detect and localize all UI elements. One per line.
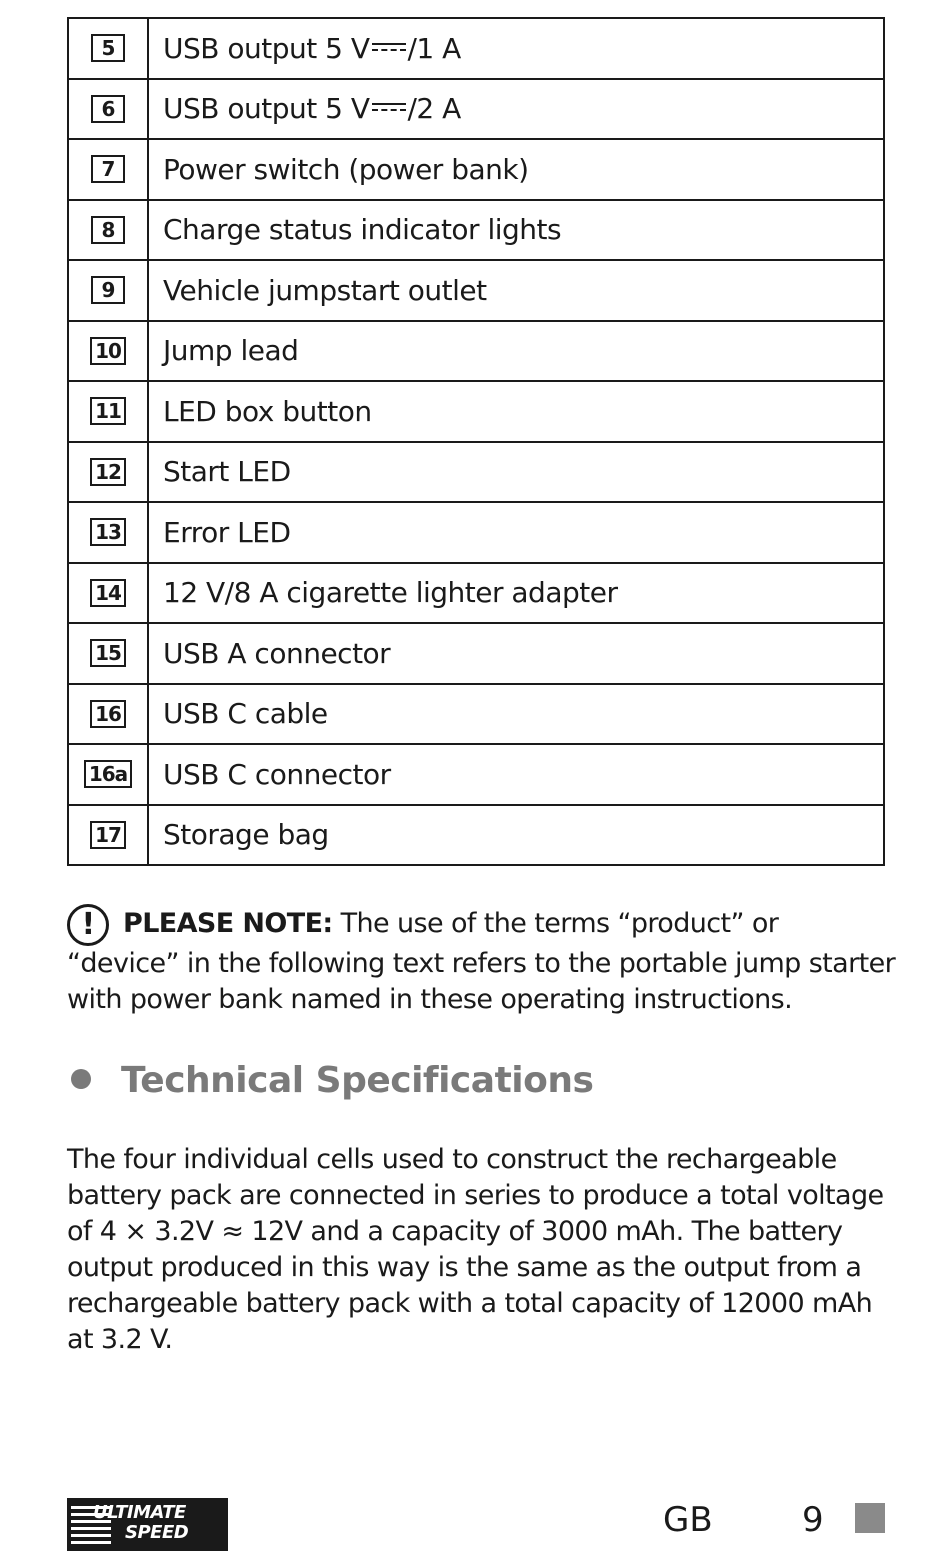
table-row [68,200,884,261]
part-description-cell [148,321,884,382]
table-row [68,442,884,503]
part-label: Start LED [163,455,291,489]
part-description-cell [148,139,884,200]
footer-language: GB [663,1500,713,1540]
part-label-suffix: /1 A [407,31,461,65]
part-label: Vehicle jumpstart outlet [163,273,487,307]
table-row [68,381,884,442]
part-label: USB output 5 V [163,31,370,65]
part-number-cell [68,563,148,624]
table-row [68,744,884,805]
part-number: 15 [90,639,126,667]
page-number: 9 [802,1500,824,1540]
part-number: 6 [91,95,125,123]
part-number-cell [68,139,148,200]
part-number-cell [68,805,148,866]
part-number: 10 [90,337,126,365]
part-number-cell [68,381,148,442]
ultimate-speed-logo [67,1498,228,1551]
part-description-cell [148,18,884,79]
part-label: Storage bag [163,818,329,852]
footer-square-icon [855,1503,885,1533]
table-row [68,260,884,321]
exclamation-circle-icon: ! [67,904,109,946]
part-number-cell [68,442,148,503]
bullet-icon [71,1069,91,1089]
logo-line1: ULTIMATE [93,1502,186,1523]
table-row [68,684,884,745]
part-description-cell [148,442,884,503]
part-description-cell [148,79,884,140]
spec-paragraph: The four individual cells used to construct the rechargeable battery pack are connected in series to produce a total voltage of 4 × 3.2V ≈ 12V and a capacity of 3000 mAh. The battery output produced in this way is the same as the output from a rechargeable battery pack with a total capacity of 12000 mAh at 3.2 V. [67,1144,884,1355]
part-description-cell [148,623,884,684]
part-number: 13 [90,518,126,546]
part-description-cell [148,502,884,563]
part-description-cell [148,260,884,321]
part-number: 5 [91,34,125,62]
parts-table [67,17,885,866]
part-label: USB output 5 V [163,92,370,126]
table-row [68,79,884,140]
part-label: USB C connector [163,757,391,791]
part-number-cell [68,321,148,382]
part-number: 7 [91,155,125,183]
logo-line2: SPEED [125,1522,189,1543]
note-text: The use of the terms “product” or “device” in the following text refers to the portable jump starter with power bank named in these operating instructions. [67,908,896,1015]
part-number: 14 [90,579,126,607]
part-label: Jump lead [163,334,299,368]
part-number-cell [68,744,148,805]
part-label-suffix: /2 A [407,92,461,126]
part-number: 17 [90,821,126,849]
part-number-cell [68,79,148,140]
please-note [67,904,897,1018]
part-number-cell [68,18,148,79]
part-number: 11 [90,397,126,425]
part-number: 8 [91,216,125,244]
table-row [68,18,884,79]
section-title: Technical Specifications [121,1060,594,1101]
part-label: USB C cable [163,697,328,731]
part-label: LED box button [163,394,372,428]
part-description-cell [148,200,884,261]
table-row [68,563,884,624]
table-row [68,139,884,200]
part-number-cell [68,684,148,745]
table-row [68,321,884,382]
direct-current-icon [372,43,406,51]
part-number-cell [68,502,148,563]
part-number-cell [68,200,148,261]
part-number: 16a [84,760,132,788]
part-description-cell [148,744,884,805]
part-label: 12 V/8 A cigarette lighter adapter [163,576,618,610]
part-number: 16 [90,700,126,728]
parts-table-body [68,18,884,865]
note-label: PLEASE NOTE: [123,908,333,939]
part-description-cell [148,381,884,442]
table-row [68,623,884,684]
part-number-cell [68,260,148,321]
part-description-cell [148,563,884,624]
part-description-cell [148,805,884,866]
table-row [68,805,884,866]
part-description-cell [148,684,884,745]
direct-current-icon [372,103,406,111]
section-heading [67,1060,593,1101]
part-number: 12 [90,458,126,486]
part-label: USB A connector [163,636,391,670]
part-number-cell [68,623,148,684]
part-label: Power switch (power bank) [163,152,529,186]
part-label: Error LED [163,515,291,549]
part-label: Charge status indicator lights [163,213,562,247]
part-number: 9 [91,276,125,304]
table-row [68,502,884,563]
